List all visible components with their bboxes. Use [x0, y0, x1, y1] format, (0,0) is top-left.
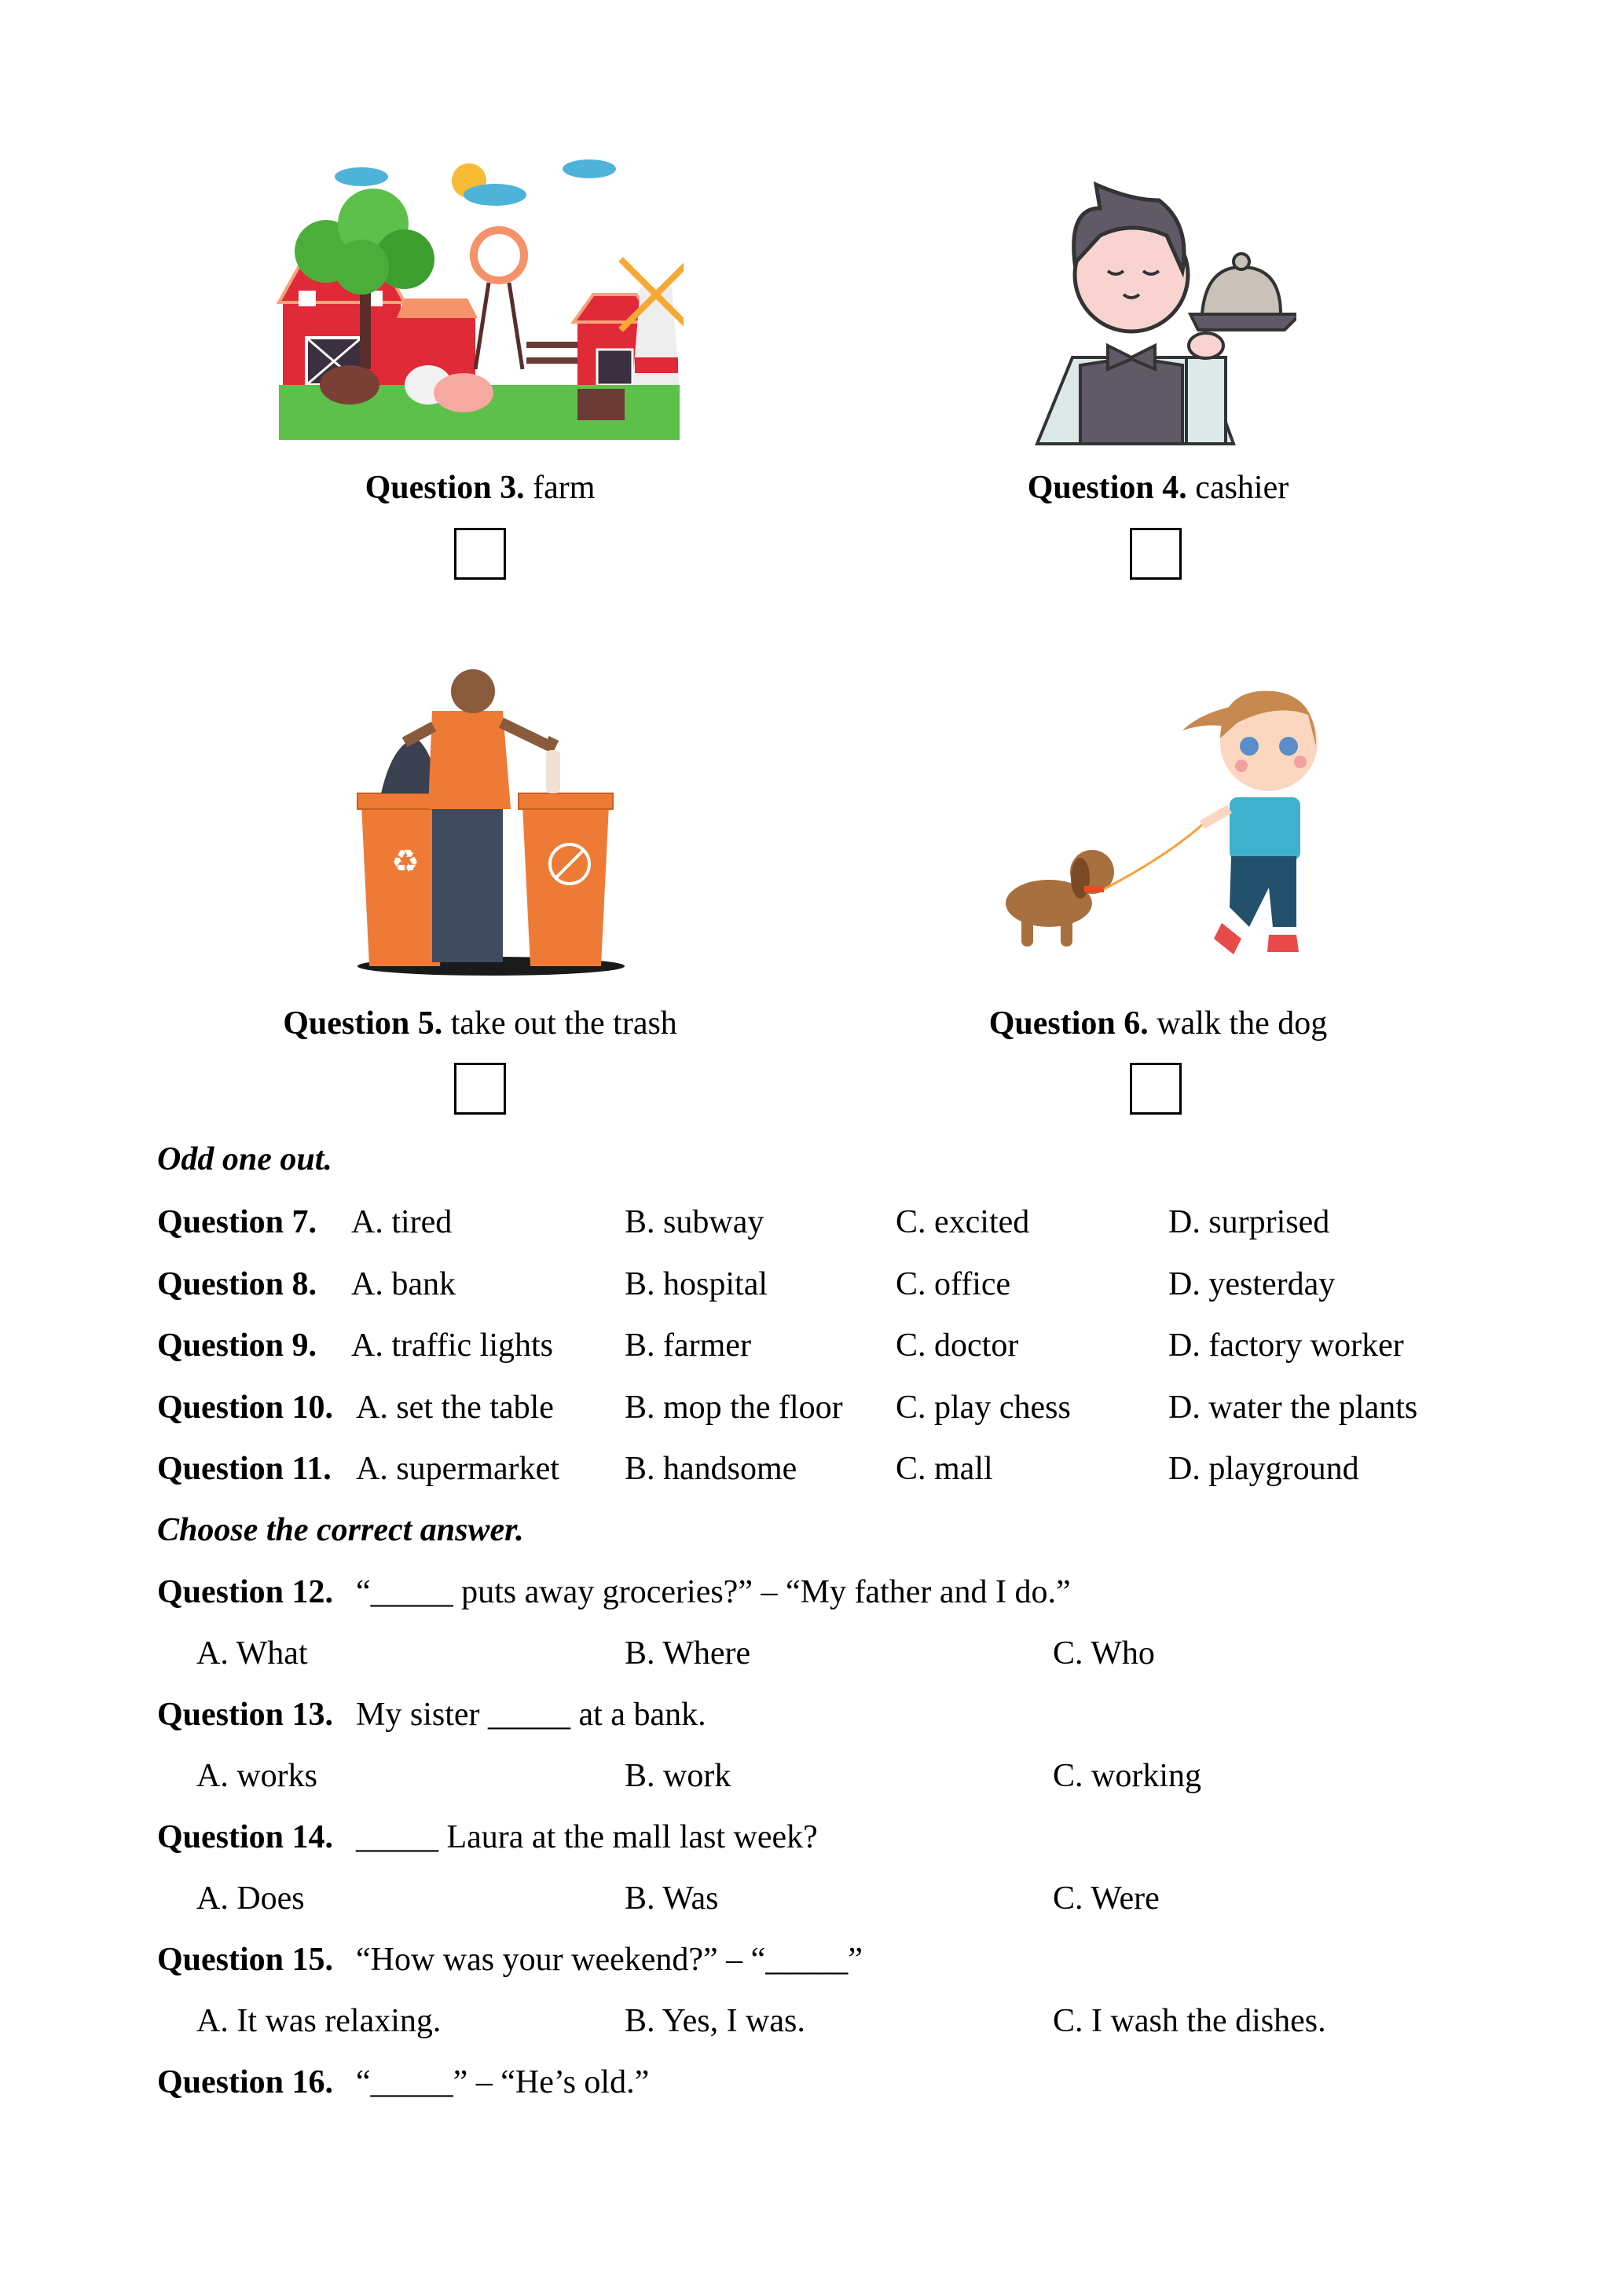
option-b[interactable]: B. Where — [625, 1635, 751, 1672]
option-b[interactable]: B. work — [625, 1758, 731, 1794]
question-5-label — [283, 1003, 677, 1044]
option-c[interactable]: C. office — [896, 1266, 1011, 1302]
question-number: Question 8. — [157, 1266, 317, 1302]
question-text: “How was your weekend?” – “_____” — [356, 1942, 863, 1978]
option-c[interactable]: C. excited — [896, 1204, 1030, 1240]
option-a[interactable]: A. supermarket — [356, 1451, 559, 1487]
option-a[interactable]: A. set the table — [356, 1390, 554, 1426]
option-d[interactable]: D. water the plants — [1168, 1390, 1418, 1426]
option-b[interactable]: B. hospital — [625, 1266, 768, 1302]
option-a[interactable]: A. tired — [351, 1204, 453, 1240]
question-text: “_____” – “He’s old.” — [356, 2064, 650, 2100]
option-d[interactable]: D. factory worker — [1168, 1327, 1404, 1364]
option-b[interactable]: B. subway — [625, 1204, 764, 1240]
question-number: Question 3. — [365, 470, 525, 506]
question-text: “_____ puts away groceries?” – “My father and I do.” — [356, 1574, 1071, 1610]
farm-illustration — [275, 149, 684, 448]
question-number: Question 9. — [157, 1327, 317, 1364]
option-a[interactable]: A. It was relaxing. — [196, 2003, 442, 2039]
question-6-label — [989, 1003, 1327, 1044]
question-number: Question 13. — [157, 1697, 334, 1733]
question-number: Question 5. — [283, 1005, 443, 1042]
question-5-checkbox[interactable] — [454, 1063, 506, 1115]
option-c[interactable]: C. doctor — [896, 1327, 1019, 1364]
question-3-label — [365, 467, 596, 508]
question-number: Question 12. — [157, 1574, 334, 1610]
option-b[interactable]: B. farmer — [625, 1327, 751, 1364]
question-3-checkbox[interactable] — [454, 528, 506, 580]
question-text: My sister _____ at a bank. — [356, 1697, 706, 1733]
question-4-checkbox[interactable] — [1130, 528, 1182, 580]
option-d[interactable]: D. playground — [1168, 1451, 1359, 1487]
question-4-label — [1028, 467, 1289, 508]
question-word: farm — [533, 470, 596, 506]
waiter-illustration — [1014, 177, 1296, 448]
odd-one-out-heading: Odd one out. — [157, 1141, 332, 1177]
option-a[interactable]: A. What — [196, 1635, 308, 1672]
option-c[interactable]: C. Were — [1053, 1880, 1160, 1917]
option-b[interactable]: B. Was — [625, 1880, 719, 1917]
trash-illustration — [346, 664, 629, 978]
question-6-checkbox[interactable] — [1130, 1063, 1182, 1115]
question-word: take out the trash — [450, 1005, 677, 1042]
question-number: Question 16. — [157, 2064, 334, 2100]
question-word: walk the dog — [1157, 1005, 1328, 1042]
option-b[interactable]: B. mop the floor — [625, 1390, 843, 1426]
option-c[interactable]: C. mall — [896, 1451, 993, 1487]
question-word: cashier — [1195, 470, 1289, 506]
option-a[interactable]: A. works — [196, 1758, 317, 1794]
option-d[interactable]: D. surprised — [1168, 1204, 1330, 1240]
option-a[interactable]: A. bank — [351, 1266, 456, 1302]
option-a[interactable]: A. traffic lights — [351, 1327, 554, 1364]
question-number: Question 10. — [157, 1390, 334, 1426]
svg-text:♻: ♻ — [391, 844, 420, 880]
question-number: Question 6. — [988, 1005, 1149, 1042]
walk-dog-illustration — [986, 668, 1332, 974]
option-a[interactable]: A. Does — [196, 1880, 305, 1917]
question-number: Question 15. — [157, 1942, 334, 1978]
option-d[interactable]: D. yesterday — [1168, 1266, 1336, 1302]
question-number: Question 11. — [157, 1451, 332, 1487]
question-number: Question 4. — [1027, 470, 1187, 506]
question-number: Question 14. — [157, 1819, 334, 1855]
option-c[interactable]: C. I wash the dishes. — [1053, 2003, 1326, 2039]
option-b[interactable]: B. Yes, I was. — [625, 2003, 805, 2039]
option-c[interactable]: C. play chess — [896, 1390, 1071, 1426]
option-c[interactable]: C. Who — [1053, 1635, 1155, 1672]
choose-correct-heading: Choose the correct answer. — [157, 1512, 524, 1548]
question-number: Question 7. — [157, 1204, 317, 1240]
question-text: _____ Laura at the mall last week? — [356, 1819, 818, 1855]
option-b[interactable]: B. handsome — [625, 1451, 797, 1487]
option-c[interactable]: C. working — [1053, 1758, 1201, 1794]
